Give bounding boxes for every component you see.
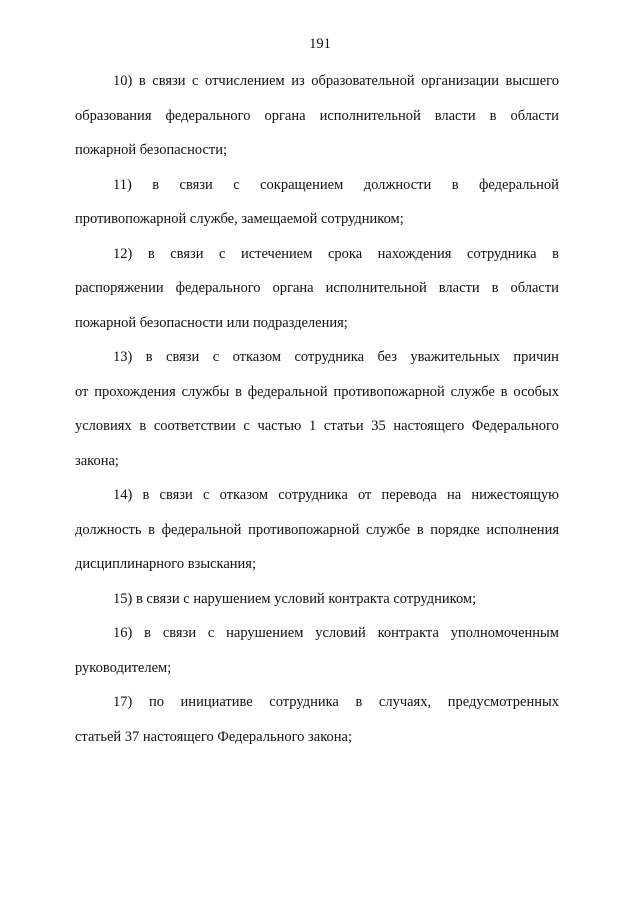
word: в (142, 487, 150, 503)
word: власти (434, 108, 476, 124)
word: Федерального (471, 418, 559, 434)
word: федерального (165, 108, 251, 124)
word: случаях, (378, 694, 432, 710)
word: 13) (113, 349, 133, 365)
word: прохождения (94, 384, 176, 400)
word: статьи (323, 418, 364, 434)
word: сотрудника (278, 487, 348, 503)
word: федеральной (479, 177, 559, 193)
word: предусмотренных (447, 694, 559, 710)
word: причин (513, 349, 559, 365)
word: с (212, 349, 220, 365)
word: в (139, 418, 147, 434)
word: должности (363, 177, 432, 193)
item-12-line-3: пожарной безопасности или подразделения; (75, 315, 348, 331)
item-14-line-2 (75, 521, 559, 539)
word: исполнительной (325, 280, 427, 296)
word: в (500, 384, 508, 400)
word: образования (75, 108, 152, 124)
word: соответствии (153, 418, 236, 434)
word: федеральной (247, 384, 328, 400)
word: 1 (309, 418, 317, 434)
word: от (75, 384, 89, 400)
word: из (291, 73, 305, 89)
word: с (219, 246, 226, 262)
word: нижестоящую (471, 487, 559, 503)
word: организации (421, 73, 499, 89)
item-10-line-3: пожарной безопасности; (75, 142, 228, 158)
word: 11) (113, 177, 132, 193)
word: должность (75, 522, 142, 538)
word: федеральной (161, 522, 242, 538)
word: связи (166, 349, 200, 365)
word: службе (450, 384, 495, 400)
word: области (510, 108, 559, 124)
word: частью (257, 418, 302, 434)
item-10-line-2 (75, 107, 559, 125)
word: срока (327, 246, 363, 262)
item-17-line-2: статьей 37 настоящего Федерального закона; (75, 729, 352, 745)
word: с (233, 177, 240, 193)
word: условий (315, 625, 366, 641)
word: в (145, 349, 153, 365)
item-14-line-1 (113, 486, 559, 504)
word: уважительных (410, 349, 500, 365)
word: в (491, 280, 499, 296)
word: в (152, 177, 160, 193)
word: 17) (113, 694, 133, 710)
word: по (148, 694, 164, 710)
item-10-line-1 (113, 72, 559, 90)
word: образовательной (311, 73, 415, 89)
word: связи (170, 246, 204, 262)
word: в (148, 522, 155, 538)
word: от (357, 487, 372, 503)
item-12-line-1 (113, 245, 559, 263)
word: нарушением (226, 625, 304, 641)
word: без (377, 349, 397, 365)
word: 10) (113, 73, 133, 89)
word: в (552, 246, 559, 262)
word: уполномоченным (450, 625, 559, 641)
word: в (355, 694, 363, 710)
word: связи (162, 625, 197, 641)
word: с (207, 625, 215, 641)
word: в (144, 625, 152, 641)
word: органа (264, 108, 306, 124)
word: с (243, 418, 250, 434)
word: особых (513, 384, 559, 400)
word: власти (438, 280, 480, 296)
word: федерального (175, 280, 261, 296)
word: сотрудника (466, 246, 537, 262)
word: высшего (505, 73, 559, 89)
word: на (446, 487, 462, 503)
word: службы (181, 384, 230, 400)
item-11-line-1 (113, 176, 559, 194)
word: в (235, 384, 242, 400)
item-15-line-1: 15) в связи с нарушением условий контракта сотрудником; (113, 591, 477, 607)
word: в (451, 177, 459, 193)
item-13-line-3 (75, 417, 559, 435)
word: противопожарной (333, 384, 445, 400)
item-13-line-1 (113, 348, 559, 366)
word: настоящего (393, 418, 465, 434)
word: отчислением (205, 73, 285, 89)
word: 35 (371, 418, 386, 434)
word: связи (179, 177, 213, 193)
word: порядке (430, 522, 480, 538)
word: 12) (113, 246, 133, 262)
item-12-line-2 (75, 279, 559, 297)
item-13-line-2 (75, 383, 559, 401)
item-14-line-3: дисциплинарного взыскания; (75, 556, 256, 572)
word: исполнительной (319, 108, 421, 124)
word: условиях (75, 418, 132, 434)
item-16-line-1 (113, 624, 559, 642)
item-13-line-4: закона; (75, 453, 119, 469)
page-number: 191 (309, 36, 331, 52)
word: службе (366, 522, 411, 538)
word: в (147, 246, 155, 262)
word: области (510, 280, 559, 296)
word: отказом (219, 487, 269, 503)
item-16-line-2: руководителем; (75, 660, 172, 676)
item-17-line-1 (113, 693, 559, 711)
word: органа (272, 280, 314, 296)
word: отказом (232, 349, 282, 365)
word: 14) (113, 487, 133, 503)
word: контракта (377, 625, 439, 641)
word: с (202, 487, 210, 503)
word: исполнения (486, 522, 559, 538)
word: с (192, 73, 199, 89)
word: сотрудника (294, 349, 365, 365)
word: распоряжении (75, 280, 164, 296)
word: сотрудника (269, 694, 339, 710)
word: в (489, 108, 497, 124)
word: связи (152, 73, 186, 89)
word: перевода (381, 487, 437, 503)
word: 16) (113, 625, 133, 641)
word: сокращением (260, 177, 344, 193)
word: противопожарной (248, 522, 360, 538)
word: в (138, 73, 146, 89)
word: в (416, 522, 424, 538)
word: истечением (240, 246, 313, 262)
word: нахождения (377, 246, 452, 262)
word: связи (159, 487, 193, 503)
item-11-line-2: противопожарной службе, замещаемой сотрудником; (75, 211, 404, 227)
word: инициативе (180, 694, 253, 710)
